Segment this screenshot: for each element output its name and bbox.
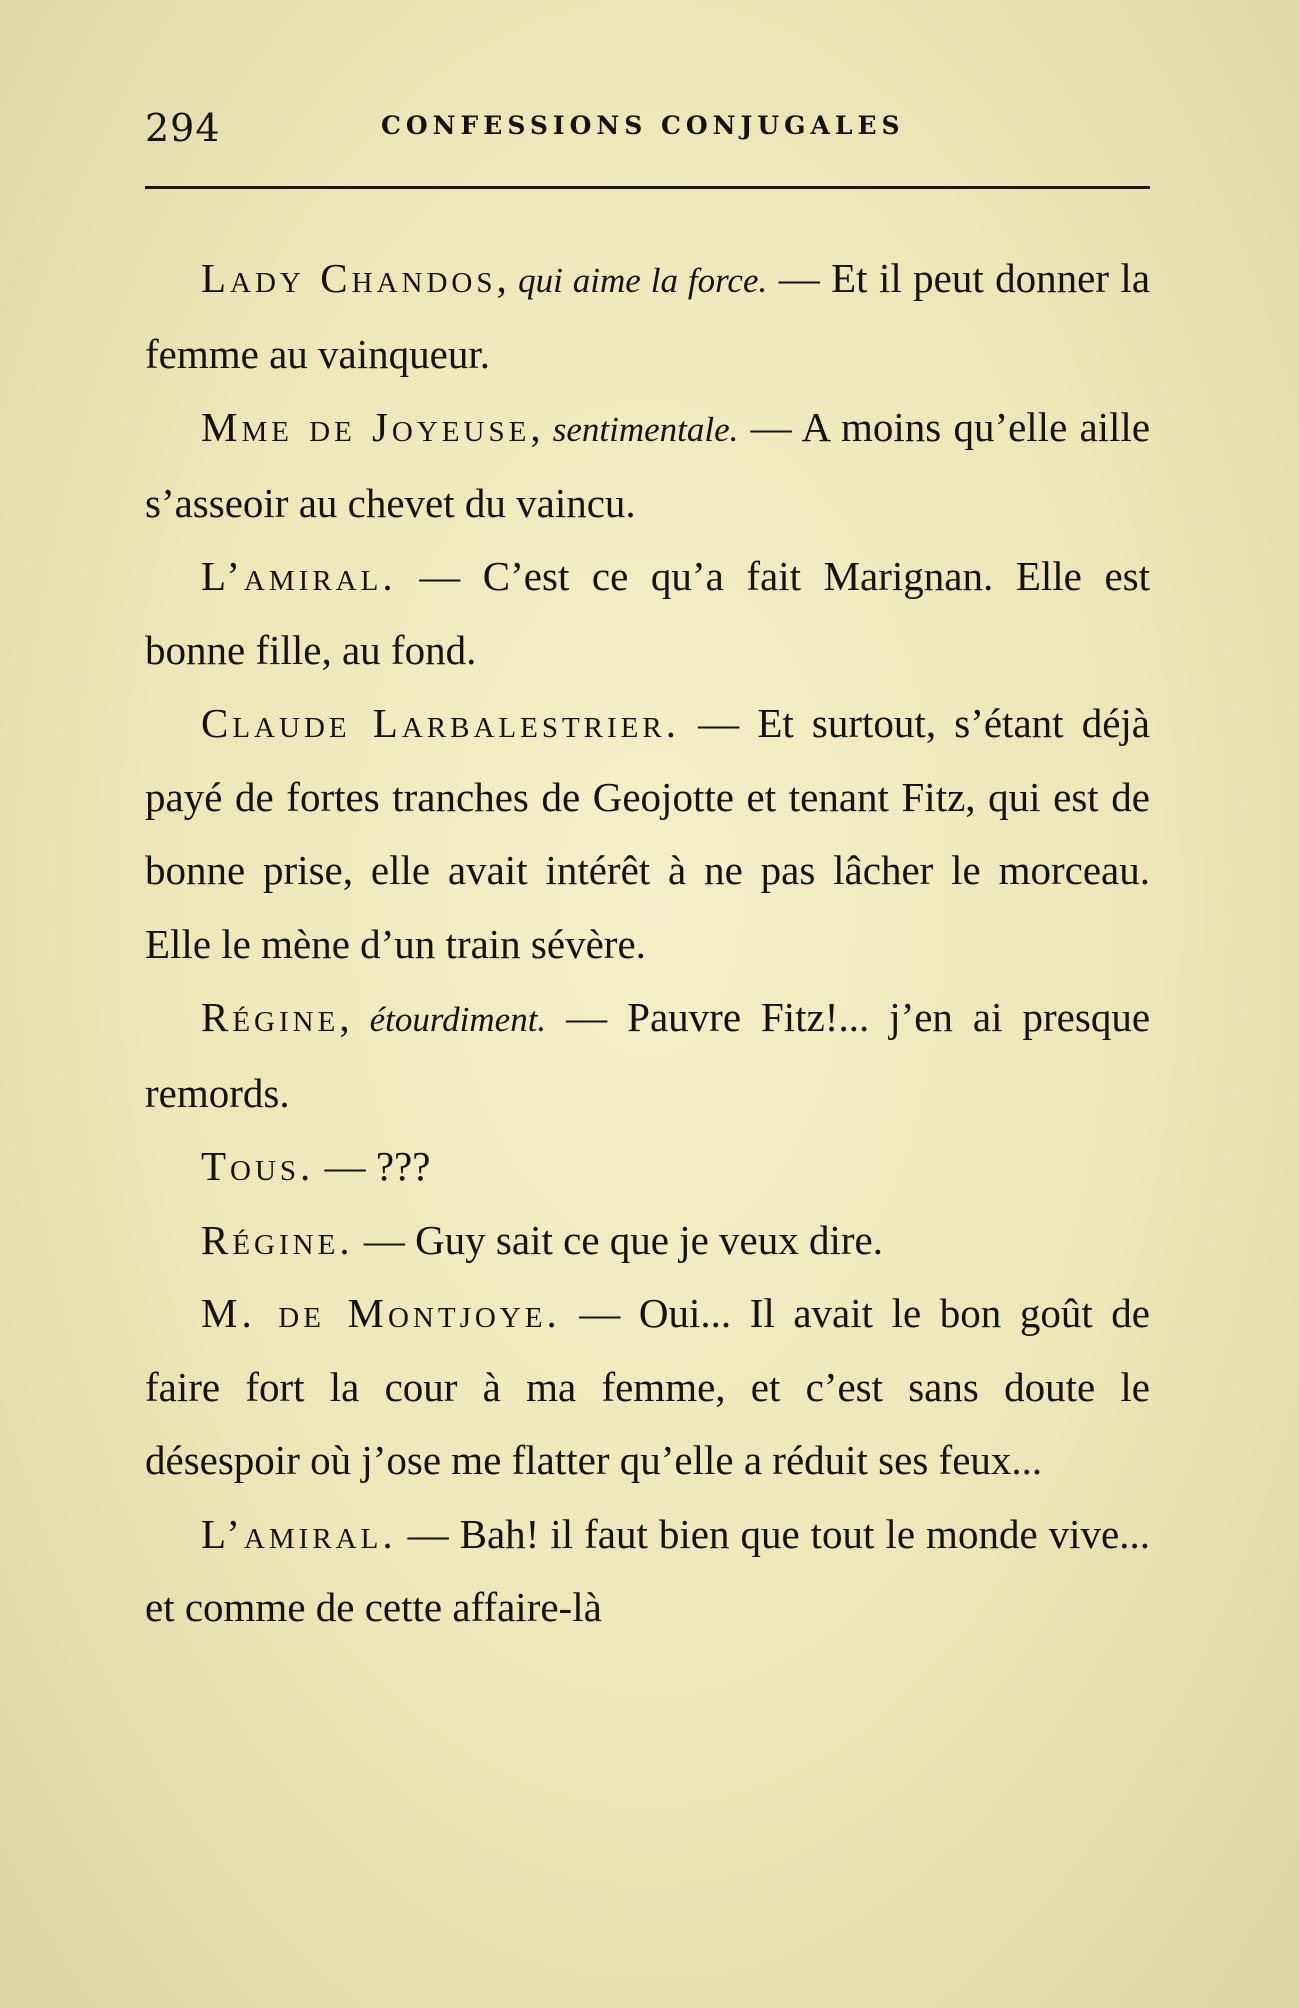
speaker-name: L’amiral. [201, 1510, 397, 1557]
page-header [145, 98, 1150, 158]
dialogue-text-content: — Et il peut donner la femme au vainqueur. [145, 255, 1151, 377]
running-title: CONFESSIONS CONJUGALES [381, 111, 905, 140]
dialogue-text [145, 242, 1150, 1645]
page-number: 294 [145, 106, 221, 150]
speaker-name: Lady Chandos [201, 255, 497, 301]
stage-direction: étourdiment. [369, 1000, 547, 1039]
speaker-name: Régine. [201, 1216, 354, 1263]
dialogue-text-content: — C’est ce qu’a fait Marignan. Elle est bonne fille, au fond. [145, 553, 1151, 673]
speaker-name: M. de Montjoye. [201, 1290, 561, 1336]
dialogue-line: Lady Chandos, qui aime la force. — Et il peut donner la femme au vainqueur. [145, 255, 1151, 377]
header-rule [145, 186, 1150, 189]
dialogue-text-content: — Guy sait ce que je veux dire. [363, 1216, 883, 1263]
dialogue-line [145, 1130, 1150, 1204]
speaker-name: Tous. [201, 1143, 315, 1189]
dialogue-line [145, 687, 1150, 981]
dialogue-text-content: — ??? [324, 1143, 431, 1189]
speaker-name: Claude Larbalestrier. [201, 700, 680, 746]
dialogue-line [145, 1204, 1150, 1278]
speaker-name: Régine [201, 994, 340, 1040]
dialogue-text-content: — Et surtout, s’étant déjà payé de fortes tranches de Geojotte et tenant Fitz, qui est de bonne prise, elle avait intérêt à ne pas lâcher le morceau. Elle le mène d’un train sévère. [145, 700, 1150, 967]
dialogue-line [145, 1277, 1150, 1498]
stage-direction: qui aime la force. [518, 261, 768, 300]
dialogue-text-content: — Bah! il faut bien que tout le monde vive... et comme de cette affaire-là [145, 1510, 1150, 1630]
speaker-name: Mme de Joyeuse [201, 404, 531, 450]
dialogue-line [145, 1498, 1150, 1645]
dialogue-line [145, 540, 1150, 687]
dialogue-line: Mme de Joyeuse, sentimentale. — A moins qu’elle aille s’asseoir au chevet du vaincu. [145, 404, 1151, 526]
dialogue-text-content: — Pauvre Fitz!... j’en ai presque remords. [145, 994, 1151, 1116]
dialogue-text-content: — A moins qu’elle aille s’asseoir au chevet du vaincu. [145, 404, 1151, 526]
stage-direction: sentimentale. [552, 410, 739, 449]
dialogue-line: Régine, étourdiment. — Pauvre Fitz!... j’en ai presque remords. [145, 994, 1151, 1116]
speaker-name: L’amiral. [201, 553, 397, 599]
dialogue-text-content: — Oui... Il avait le bon goût de faire fort la cour à ma femme, et c’est sans doute le désespoir où j’ose me flatter qu’elle a réduit ses feux... [145, 1290, 1150, 1483]
